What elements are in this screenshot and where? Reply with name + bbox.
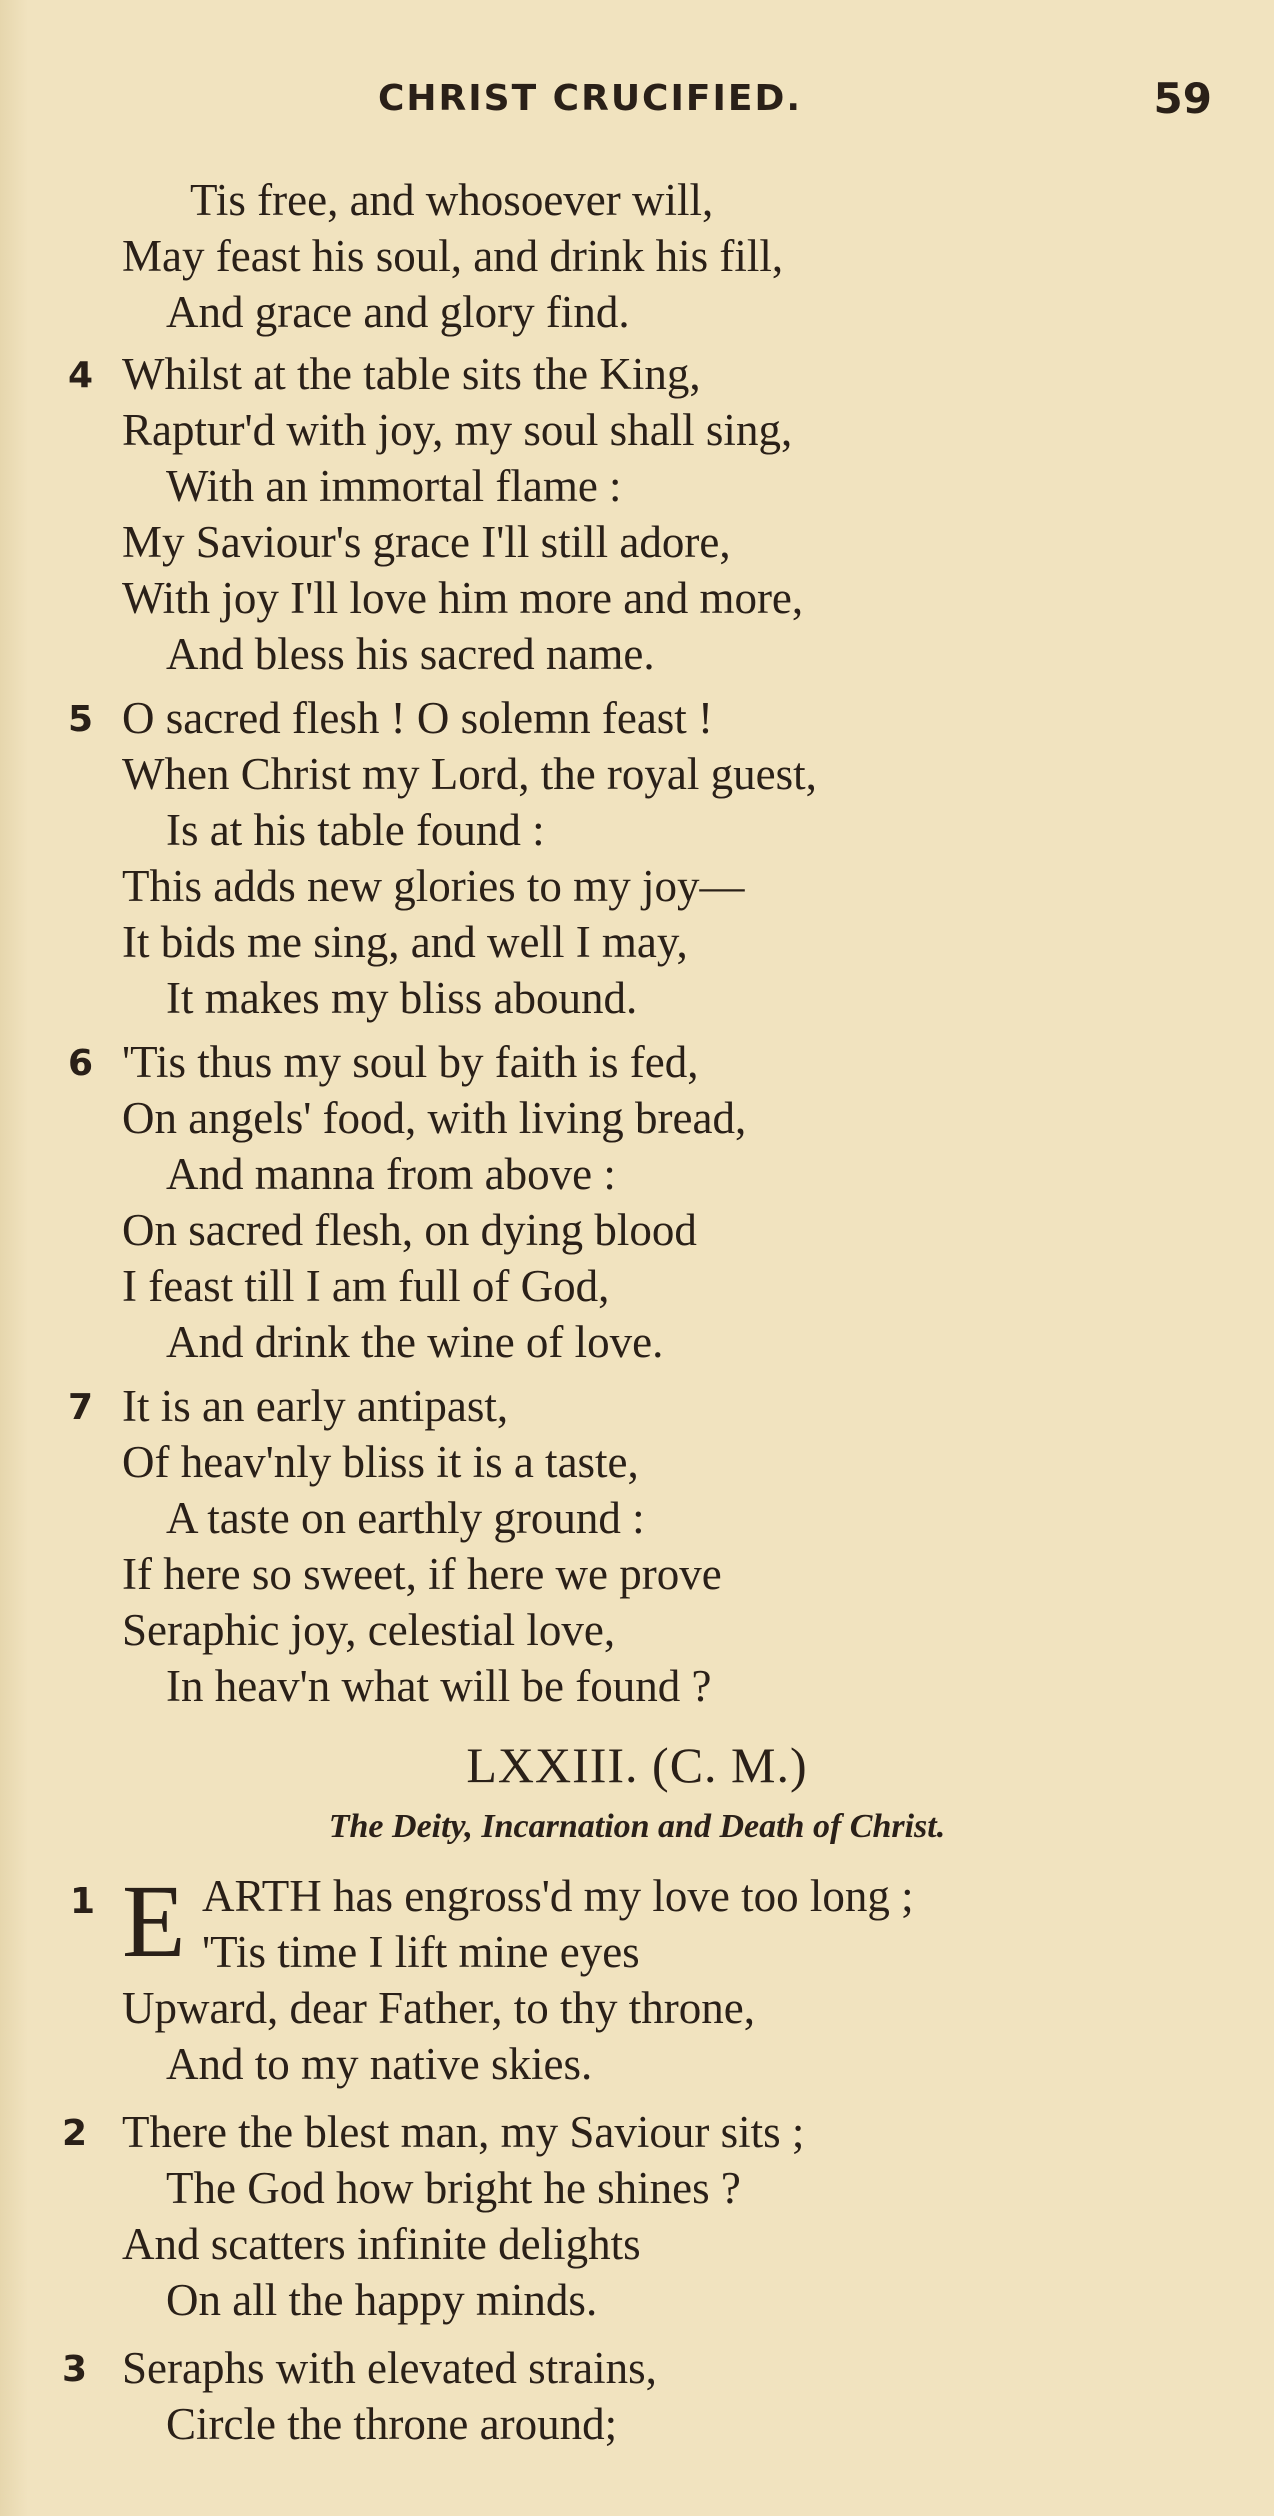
verse-line: O sacred flesh ! O solemn feast ! bbox=[122, 693, 714, 743]
verse-line: Seraphs with elevated strains, bbox=[122, 2343, 657, 2393]
hymn-subtitle: The Deity, Incarnation and Death of Christ. bbox=[328, 1808, 946, 1845]
verse-line: And grace and glory find. bbox=[166, 287, 630, 337]
verse-line: Tis free, and whosoever will, bbox=[190, 175, 714, 225]
page-header bbox=[0, 74, 1274, 138]
verse-line: This adds new glories to my joy— bbox=[122, 861, 745, 911]
verse-line: Of heav'nly bliss it is a taste, bbox=[122, 1437, 639, 1487]
page-number: 59 bbox=[1153, 74, 1212, 123]
verse-line: On all the happy minds. bbox=[166, 2275, 598, 2325]
verse-line: And scatters infinite delights bbox=[122, 2219, 641, 2269]
verse-line: It is an early antipast, bbox=[122, 1381, 509, 1431]
verse-line: May feast his soul, and drink his fill, bbox=[122, 231, 784, 281]
verse-line: 'Tis time I lift mine eyes bbox=[202, 1927, 640, 1977]
verse-line: Upward, dear Father, to thy throne, bbox=[122, 1983, 756, 2033]
stanza-number: 3 bbox=[62, 2349, 88, 2390]
verse-line: Circle the throne around; bbox=[166, 2399, 618, 2449]
verse-line: My Saviour's grace I'll still adore, bbox=[122, 517, 731, 567]
verse-line: There the blest man, my Saviour sits ; bbox=[122, 2107, 805, 2157]
verse-line: And to my native skies. bbox=[166, 2039, 593, 2089]
verse-line: With an immortal flame : bbox=[166, 461, 622, 511]
verse-line: And bless his sacred name. bbox=[166, 629, 655, 679]
stanza-number: 1 bbox=[70, 1881, 96, 1922]
verse-line: In heav'n what will be found ? bbox=[166, 1661, 712, 1711]
verse-line: I feast till I am full of God, bbox=[122, 1261, 610, 1311]
verse-line: 'Tis thus my soul by faith is fed, bbox=[122, 1037, 699, 1087]
verse-line: If here so sweet, if here we prove bbox=[122, 1549, 722, 1599]
stanza-number: 2 bbox=[62, 2113, 88, 2154]
stanza-number: 4 bbox=[68, 355, 94, 396]
verse-line: ARTH has engross'd my love too long ; bbox=[202, 1871, 914, 1921]
stanza-number: 5 bbox=[68, 699, 94, 740]
stanza-number: 6 bbox=[68, 1043, 94, 1084]
verse-line: With joy I'll love him more and more, bbox=[122, 573, 804, 623]
verse-line: It bids me sing, and well I may, bbox=[122, 917, 688, 967]
page-gutter-shadow bbox=[0, 0, 28, 2516]
hymn-number: LXXIII. (C. M.) bbox=[466, 1737, 808, 1793]
verse-line: On angels' food, with living bread, bbox=[122, 1093, 747, 1143]
verse-line: The God how bright he shines ? bbox=[166, 2163, 741, 2213]
drop-cap: E bbox=[122, 1864, 186, 1979]
verse-line: And manna from above : bbox=[166, 1149, 616, 1199]
stanza-number: 7 bbox=[68, 1387, 94, 1428]
verse-line: Raptur'd with joy, my soul shall sing, bbox=[122, 405, 793, 455]
verse-line: Is at his table found : bbox=[166, 805, 545, 855]
verse-line: It makes my bliss abound. bbox=[166, 973, 638, 1023]
verse-line: And drink the wine of love. bbox=[166, 1317, 664, 1367]
verse-line: When Christ my Lord, the royal guest, bbox=[122, 749, 817, 799]
verse-line: A taste on earthly ground : bbox=[166, 1493, 645, 1543]
verse-line: Whilst at the table sits the King, bbox=[122, 349, 701, 399]
verse-line: On sacred flesh, on dying blood bbox=[122, 1205, 697, 1255]
running-title: CHRIST CRUCIFIED. bbox=[378, 78, 803, 119]
verse-line: Seraphic joy, celestial love, bbox=[122, 1605, 616, 1655]
